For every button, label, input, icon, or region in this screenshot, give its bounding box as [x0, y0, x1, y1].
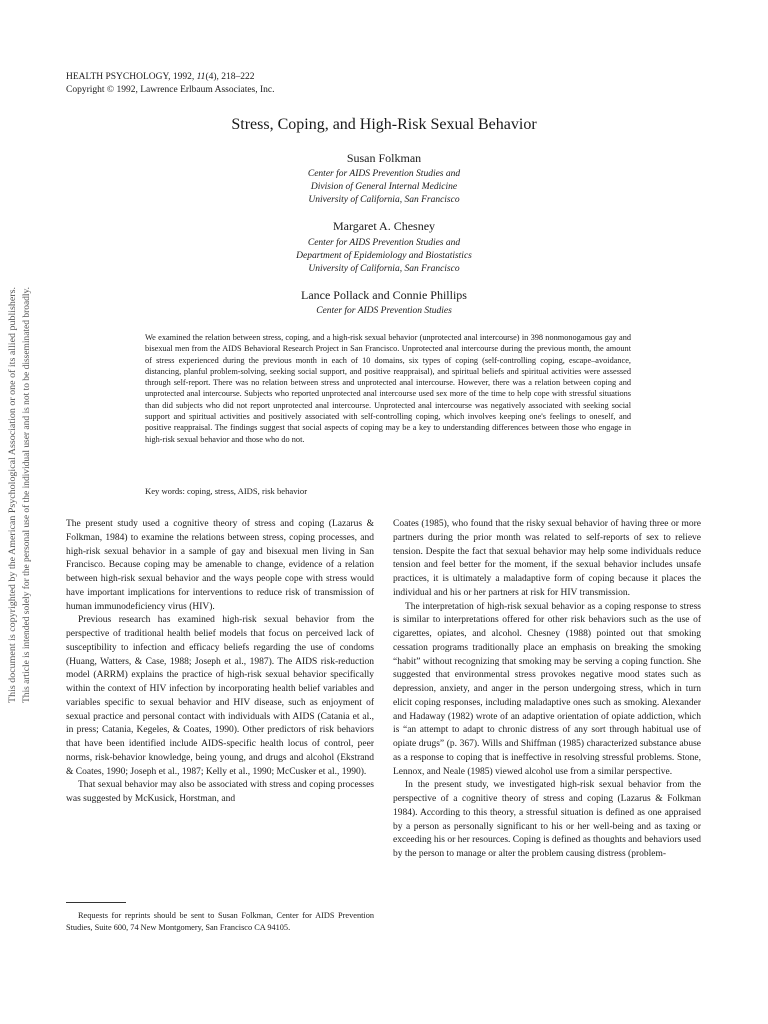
affiliation-line: Division of General Internal Medicine: [310, 182, 458, 192]
footnote: Requests for reprints should be sent to Susan Folkman, Center for AIDS Prevention Studies, Suite 600, 74 New Montgomery, San Francisco CA 94105.: [66, 911, 374, 932]
sidebar-line: This document is copyrighted by the American Psychological Association or one of its allied publishers.: [8, 306, 18, 703]
paragraph: The interpretation of high-risk sexual behavior as a coping response to stress is similar to interpretations offered for other risk behaviors such as the use of cigarettes, opiates, and alcohol. Chesney (1988) pointed out that smoking cessation programs traditionally place an emphasis on breaking the smoking “habit” without recognizing that smoking may be serving a coping function. She suggested that environmental stress provokes negative mood states such as depression, anxiety, and anger in the person undergoing stress, which in turn elicit coping responses, including maladaptive ones such as smoking. Alexander and Hadaway (1982) wrote of an adaptive orientation of opiate addiction, which is “an attempt to adapt to chronic distress of any sort through habitual use of opiate drugs” (p. 367). Wills and Shiffman (1985) characterized substance abuse as a response to coping that is ineffective in resolving stressful problems. Stone, Lennox, and Neale (1985) viewed alcohol use from a similar perspective.: [393, 601, 701, 777]
paragraph: In the present study, we investigated high-risk sexual behavior from the perspective of a cognitive theory of stress and coping (Lazarus & Folkman 1984). According to this theory, a stressful situation is defined as one appraised by a person as personally significant to his or her well-being and as taxing or exceeding his or her resources. Coping is defined as thoughts and behaviors used by the person to manage or alter the problem causing distress (problem-: [393, 780, 701, 859]
author-affiliation: [0, 237, 768, 276]
abstract: We examined the relation between stress, coping, and a high-risk sexual behavior (unprotected anal intercourse) in 398 nonmonogamous gay and bisexual men from the AIDS Behavioral Research Project in San Francisco. Unprotected anal intercourse during the previous month, the amount of stress experienced during the previous month in each of 10 domains, six types of coping (self-controlling coping, escape–avoidance, distancing, planful problem-solving, seeking social support, and positive reappraisal), and spiritual beliefs and spiritual activities were assessed through self-report. There was no relation between stress and unprotected anal intercourse. However, there was a relation between coping and unprotected anal intercourse. Subjects who reported unprotected anal intercourse used sex more of the time to help cope with stressful situations than did subjects who did not report unprotected anal intercourse. Unprotected anal intercourse was negatively associated with seeking social support and spiritual activities and positively associated with self-controlling coping, which involves keeping one's feelings to oneself, and positive reappraisal. The findings suggest that social aspects of coping may be a key to understanding differences between those who engage in high-risk sexual behavior and those who do not.: [145, 333, 631, 444]
affiliation-line: Center for AIDS Prevention Studies and: [307, 238, 461, 248]
paragraph: Previous research has examined high-risk sexual behavior from the perspective of traditional health belief models that focus on perceived lack of susceptibility to infection and efficacy beliefs regarding the use of condoms (Huang, Watters, & Case, 1988; Joseph et al., 1987). The AIDS risk-reduction model (ARRM) explains the practice of high-risk sexual behavior specifically within the context of HIV infection by incorporating health belief variables and variables specific to sexual behavior and HIV disease, such as enjoyment of sexual practice and personal contact with individuals with AIDS (Catania et al., in press; Catania, Kegeles, & Coates, 1990). Other predictors of risk behaviors that have been identified include AIDS-specific health locus of control, peer norms, risk-behavior knowledge, being young, and drugs and alcohol (Ekstrand & Coates, 1990; Joseph et al., 1987; Kelly et al., 1990; McCusker et al., 1990).: [66, 615, 374, 777]
affiliation-line: University of California, San Francisco: [308, 264, 460, 274]
paragraph: That sexual behavior may also be associated with stress and coping processes was suggested by McKusick, Horstman, and: [66, 780, 374, 804]
journal-name: HEALTH PSYCHOLOGY, 1992,: [66, 72, 197, 82]
journal-header: [66, 71, 275, 97]
affiliation-line: Center for AIDS Prevention Studies and: [307, 169, 461, 179]
affiliation-line: University of California, San Francisco: [308, 195, 460, 205]
sidebar-svg: [4, 285, 34, 705]
keywords: Key words: coping, stress, AIDS, risk behavior: [145, 486, 308, 496]
author-name: Lance Pollack and Connie Phillips: [301, 288, 467, 302]
journal-issue-pages: (4), 218–222: [205, 72, 255, 82]
author-name: Margaret A. Chesney: [332, 219, 436, 233]
body-column-right: [393, 518, 701, 862]
paragraph: The present study used a cognitive theory of stress and coping (Lazarus & Folkman, 1984) to examine the relations between stress, coping processes, and high-risk sexual behavior in a sample of gay and bisexual men living in San Francisco. Because coping may be amenable to change, evidence of a relation between high-risk sexual behavior and the ways people cope with stress would have important implications for interventions to reduce risk of transmission of human immunodeficiency virus (HIV).: [66, 519, 374, 612]
affiliation-line: Department of Epidemiology and Biostatistics: [296, 251, 472, 261]
body-column-left: [66, 518, 374, 807]
author-name: Susan Folkman: [346, 151, 422, 165]
author-affiliation: [0, 168, 768, 207]
paragraph: Coates (1985), who found that the risky sexual behavior of having three or more partners during the prior month was related to self-reports of sex to relieve tension. Despite the fact that sexual behavior may help some individuals reduce tension and feel better for the moment, if the sexual behavior includes unsafe practices, it is ultimately a maladaptive form of coping because it places the individual and his or her partners at risk for HIV transmission.: [393, 519, 701, 598]
affiliation-line: Center for AIDS Prevention Studies: [316, 306, 452, 316]
sidebar-line: This article is intended solely for the personal use of the individual user and is not to be disseminated broadly.: [22, 285, 32, 703]
copyright-line: Copyright © 1992, Lawrence Erlbaum Associates, Inc.: [66, 85, 275, 95]
journal-volume: 11: [196, 72, 206, 82]
author-affiliation: [0, 305, 768, 318]
footnote-rule: [66, 902, 126, 903]
copyright-sidebar: [4, 285, 34, 705]
article-title: Stress, Coping, and High-Risk Sexual Behavior: [231, 116, 537, 133]
